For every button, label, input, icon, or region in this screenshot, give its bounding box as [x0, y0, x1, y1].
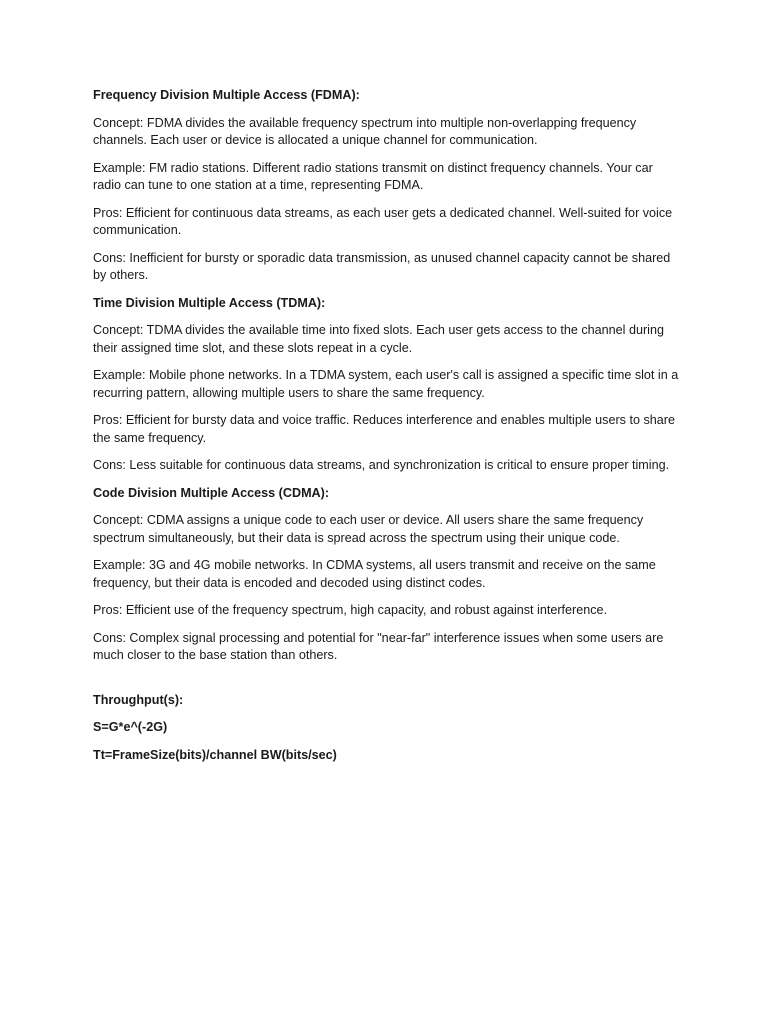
throughput-formula-s: S=G*e^(-2G) — [93, 720, 168, 734]
document-page — [93, 87, 683, 774]
tdma-heading: Time Division Multiple Access (TDMA): — [93, 295, 326, 310]
fdma-example: Example: FM radio stations. Different radio stations transmit on distinct frequency channels. Your car radio can tune to one station at a time, representing FDMA. — [93, 160, 653, 192]
cdma-pros: Pros: Efficient use of the frequency spectrum, high capacity, and robust against interference. — [93, 603, 608, 617]
tdma-example: Example: Mobile phone networks. In a TDMA system, each user's call is assigned a specific time slot in a recurring pattern, allowing multiple users to share the same frequency. — [93, 368, 679, 400]
fdma-cons: Cons: Inefficient for bursty or sporadic data transmission, as unused channel capacity cannot be shared by others. — [93, 250, 671, 282]
fdma-pros: Pros: Efficient for continuous data streams, as each user gets a dedicated channel. Well-suited for voice communication. — [93, 205, 673, 237]
tdma-concept: Concept: TDMA divides the available time into fixed slots. Each user gets access to the channel during their assigned time slot, and these slots repeat in a cycle. — [93, 323, 664, 355]
cdma-concept: Concept: CDMA assigns a unique code to each user or device. All users share the same frequency spectrum simultaneously, but their data is spread across the spectrum using their unique code. — [93, 513, 644, 545]
fdma-heading: Frequency Division Multiple Access (FDMA): — [93, 88, 360, 102]
tdma-cons: Cons: Less suitable for continuous data streams, and synchronization is critical to ensure proper timing. — [93, 458, 670, 472]
cdma-cons: Cons: Complex signal processing and potential for "near-far" interference issues when some users are much closer to the base station than others. — [93, 630, 664, 662]
tdma-pros: Pros: Efficient for bursty data and voice traffic. Reduces interference and enables multiple users to share the same frequency. — [93, 413, 675, 445]
transmission-time-formula: Tt=FrameSize(bits)/channel BW(bits/sec) — [93, 747, 337, 762]
fdma-concept: Concept: FDMA divides the available frequency spectrum into multiple non-overlapping frequency channels. Each user or device is allocated a unique channel for communication. — [93, 115, 637, 147]
throughput-heading: Throughput(s): — [93, 692, 184, 707]
cdma-heading: Code Division Multiple Access (CDMA): — [93, 485, 330, 500]
blank-line — [93, 675, 683, 692]
cdma-example: Example: 3G and 4G mobile networks. In CDMA systems, all users transmit and receive on the same frequency, but their data is encoded and decoded using distinct codes. — [93, 558, 656, 590]
